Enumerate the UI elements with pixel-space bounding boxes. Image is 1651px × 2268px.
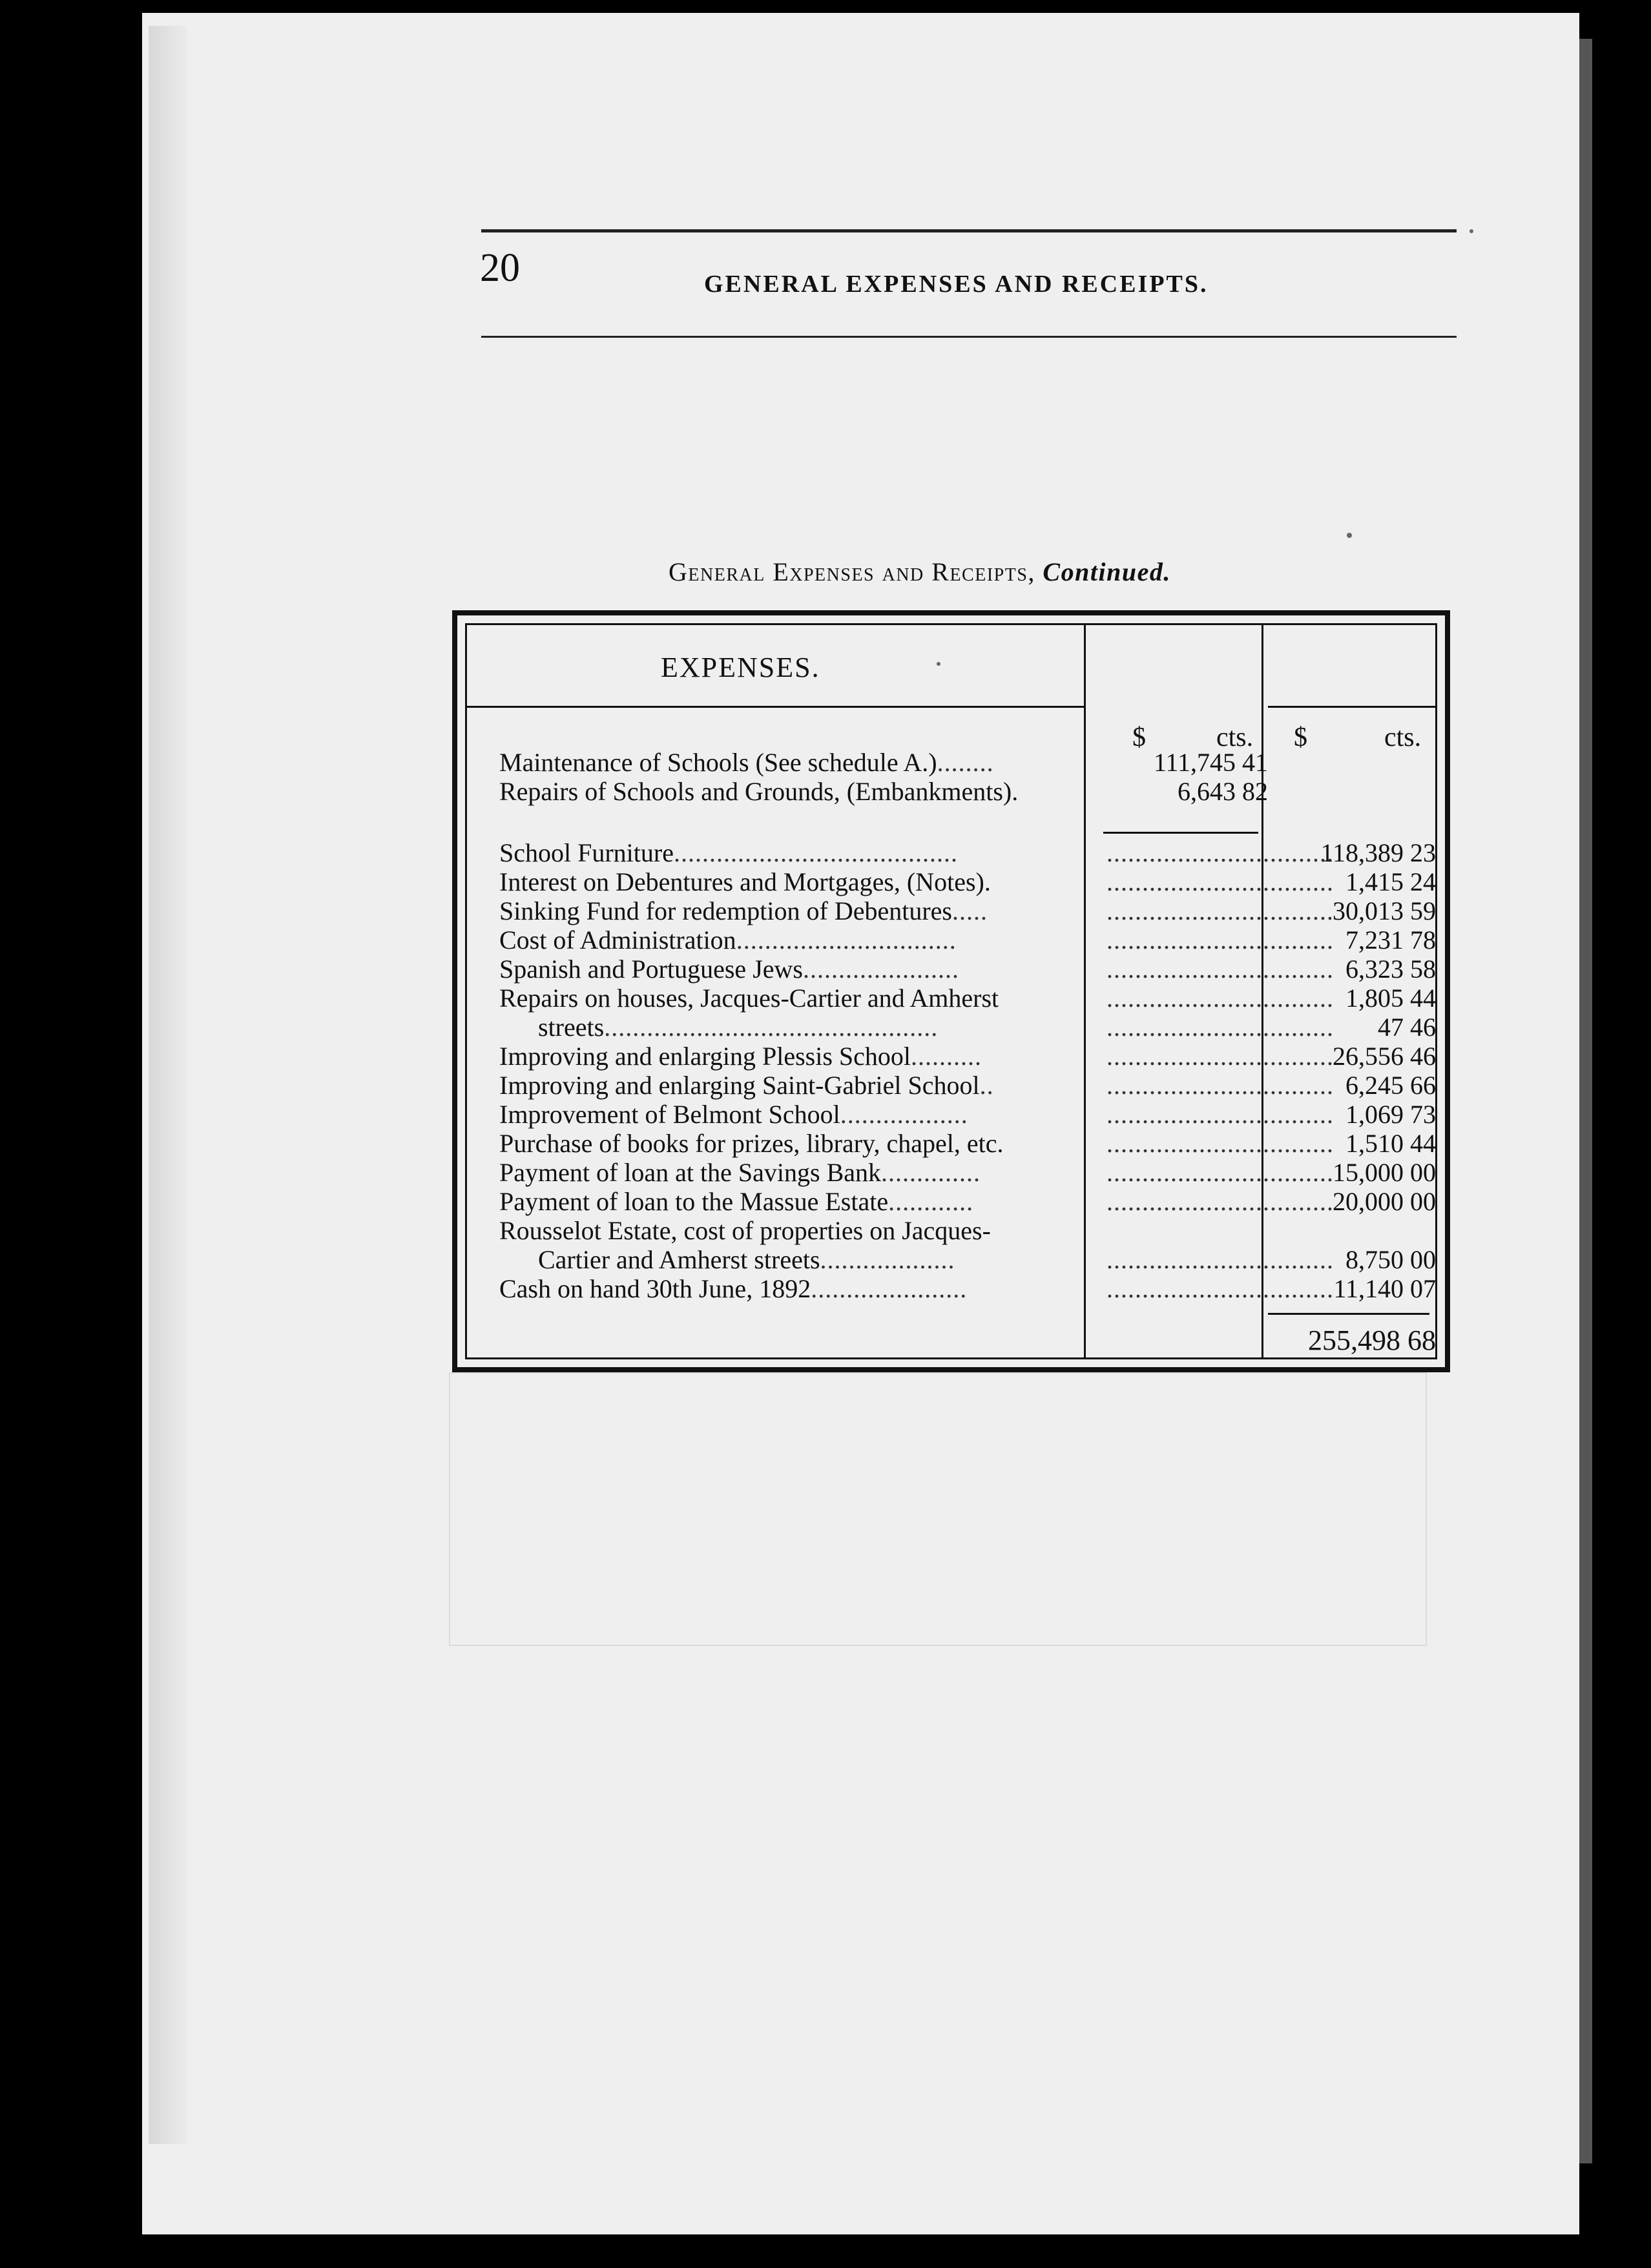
speck <box>1347 533 1352 538</box>
row-leader: .............. <box>881 1158 981 1187</box>
row-label <box>499 1129 1094 1158</box>
row-label <box>499 984 1094 1013</box>
row-amount-col2: 1,415 24 <box>1345 867 1436 896</box>
row-amount-col2: 15,000 00 <box>1333 1158 1436 1187</box>
table-caption <box>669 557 1171 587</box>
row-label-text: Cartier and Amherst streets <box>538 1245 820 1274</box>
total-rule <box>1268 1313 1429 1315</box>
row-leader: .......... <box>911 1042 982 1071</box>
row-col1-leader: ................................ <box>1106 954 1334 984</box>
row-amount-col2: 47 46 <box>1378 1013 1436 1042</box>
row-amount-col2: 118,389 23 <box>1320 838 1436 867</box>
row-col1-leader: ................................ <box>1106 1013 1334 1042</box>
row-col1-leader: ................................ <box>1106 1187 1334 1216</box>
page-number: 20 <box>480 246 520 290</box>
table-row <box>467 777 1435 806</box>
row-amount-col2: 30,013 59 <box>1333 896 1436 925</box>
row-label <box>499 748 1094 777</box>
header-rule-bottom <box>481 336 1457 338</box>
subtotal-rule <box>1103 832 1258 834</box>
row-leader: ........ <box>937 748 994 777</box>
row-leader: .................. <box>840 1100 968 1129</box>
row-label <box>499 838 1094 867</box>
row-label <box>499 925 1094 954</box>
table-row <box>467 1158 1435 1187</box>
row-label-text: Improving and enlarging Plessis School <box>499 1042 911 1071</box>
table-row <box>467 896 1435 925</box>
row-label <box>499 1100 1094 1129</box>
row-label-text: Improvement of Belmont School <box>499 1100 840 1129</box>
row-amount-col2: 8,750 00 <box>1345 1245 1436 1274</box>
row-label <box>499 896 1094 925</box>
table-row <box>467 925 1435 954</box>
row-col1-leader: ................................ <box>1106 838 1334 867</box>
table-row <box>467 1274 1435 1303</box>
row-label <box>499 1274 1094 1303</box>
row-leader: ...................... <box>811 1274 968 1303</box>
row-label-text: Improving and enlarging Saint-Gabriel School <box>499 1071 980 1100</box>
expenses-table <box>452 610 1450 1372</box>
table-row <box>467 1245 1435 1274</box>
speck <box>937 662 940 666</box>
row-amount-col2: 20,000 00 <box>1333 1187 1436 1216</box>
row-leader: ............ <box>888 1187 974 1216</box>
row-label <box>499 1158 1094 1187</box>
row-amount-col2: 7,231 78 <box>1345 925 1436 954</box>
table-row <box>467 1216 1435 1245</box>
row-label-text: Sinking Fund for redemption of Debentures <box>499 896 952 925</box>
caption-text: General Expenses and Receipts, <box>669 557 1035 586</box>
row-label <box>499 777 1094 806</box>
row-label-text: Cost of Administration <box>499 925 736 954</box>
row-col1-leader: ................................ <box>1106 1100 1334 1129</box>
row-col1-leader: ................................ <box>1106 867 1334 896</box>
heading-rule <box>467 706 1084 708</box>
row-leader: ................... <box>820 1245 955 1274</box>
row-col1-leader: ................................ <box>1106 1042 1334 1071</box>
row-amount-col1: 111,745 41 <box>1153 748 1268 777</box>
row-label-text: Payment of loan at the Savings Bank <box>499 1158 882 1187</box>
row-label-text: Interest on Debentures and Mortgages, (Notes). <box>499 867 991 896</box>
table-row <box>467 984 1435 1013</box>
row-amount-col2: 26,556 46 <box>1333 1042 1436 1071</box>
grand-total: 255,498 68 <box>1308 1325 1436 1356</box>
row-label-text: Cash on hand 30th June, 1892 <box>499 1274 811 1303</box>
col1-cents-heading: cts. <box>1216 723 1254 752</box>
table-row <box>467 867 1435 896</box>
expenses-table-inner <box>465 623 1437 1359</box>
col1-dollar-heading: $ <box>1132 723 1146 752</box>
row-label-text: Repairs on houses, Jacques-Cartier and Amherst <box>499 984 999 1013</box>
row-amount-col1: 6,643 82 <box>1178 777 1268 806</box>
row-label <box>538 1013 1132 1042</box>
running-title: GENERAL EXPENSES AND RECEIPTS. <box>704 271 1209 298</box>
speck <box>1469 229 1473 233</box>
col2-cents-heading: cts. <box>1384 723 1422 752</box>
row-col1-leader: ................................ <box>1106 1071 1334 1100</box>
row-label <box>499 867 1094 896</box>
col2-heading-rule <box>1268 706 1436 708</box>
table-row <box>467 1129 1435 1158</box>
table-row <box>467 1013 1435 1042</box>
row-leader: .. <box>979 1071 994 1100</box>
caption-continued: Continued. <box>1043 557 1171 586</box>
row-label-text: Purchase of books for prizes, library, chapel, etc. <box>499 1129 1004 1158</box>
row-amount-col2: 1,069 73 <box>1345 1100 1436 1129</box>
row-label-text: Rousselot Estate, cost of properties on Jacques- <box>499 1216 991 1245</box>
row-label-text: Spanish and Portuguese Jews <box>499 954 803 984</box>
row-label <box>499 1042 1094 1071</box>
bleed-through-block <box>449 1372 1427 1646</box>
row-leader: ...................... <box>802 954 959 984</box>
row-amount-col2: 1,805 44 <box>1345 984 1436 1013</box>
table-row <box>467 1071 1435 1100</box>
row-amount-col2: 1,510 44 <box>1345 1129 1436 1158</box>
row-col1-leader: ................................ <box>1106 1245 1334 1274</box>
row-amount-col2: 11,140 07 <box>1333 1274 1436 1303</box>
page-gutter-shadow <box>1579 39 1592 2163</box>
row-label <box>499 1071 1094 1100</box>
page-edge <box>149 26 187 2144</box>
table-row <box>467 838 1435 867</box>
row-amount-col2: 6,323 58 <box>1345 954 1436 984</box>
header-rule-top <box>481 229 1457 232</box>
col2-dollar-heading: $ <box>1294 723 1307 752</box>
row-label <box>499 1216 1094 1245</box>
row-amount-col2: 6,245 66 <box>1345 1071 1436 1100</box>
row-col1-leader: ................................ <box>1106 984 1334 1013</box>
table-row <box>467 1100 1435 1129</box>
section-heading: EXPENSES. <box>661 652 820 683</box>
row-label <box>538 1245 1132 1274</box>
row-leader: ............................................... <box>604 1013 939 1042</box>
row-leader: ........................................ <box>673 838 958 867</box>
row-label-text: Repairs of Schools and Grounds, (Embankments). <box>499 777 1019 806</box>
row-col1-leader: ................................ <box>1106 1129 1334 1158</box>
row-col1-leader: ................................ <box>1106 925 1334 954</box>
row-label-text: School Furniture <box>499 838 674 867</box>
table-row <box>467 954 1435 984</box>
row-label <box>499 1187 1094 1216</box>
row-col1-leader: ................................ <box>1106 896 1334 925</box>
table-row <box>467 748 1435 777</box>
row-leader: ..... <box>952 896 988 925</box>
row-label-text: Payment of loan to the Massue Estate <box>499 1187 889 1216</box>
row-label-text: streets <box>538 1013 605 1042</box>
table-row <box>467 1187 1435 1216</box>
row-label-text: Maintenance of Schools (See schedule A.) <box>499 748 937 777</box>
row-col1-leader: ................................ <box>1106 1274 1334 1303</box>
row-label <box>499 954 1094 984</box>
table-row <box>467 1042 1435 1071</box>
row-col1-leader: ................................ <box>1106 1158 1334 1187</box>
row-leader: ............................... <box>736 925 957 954</box>
